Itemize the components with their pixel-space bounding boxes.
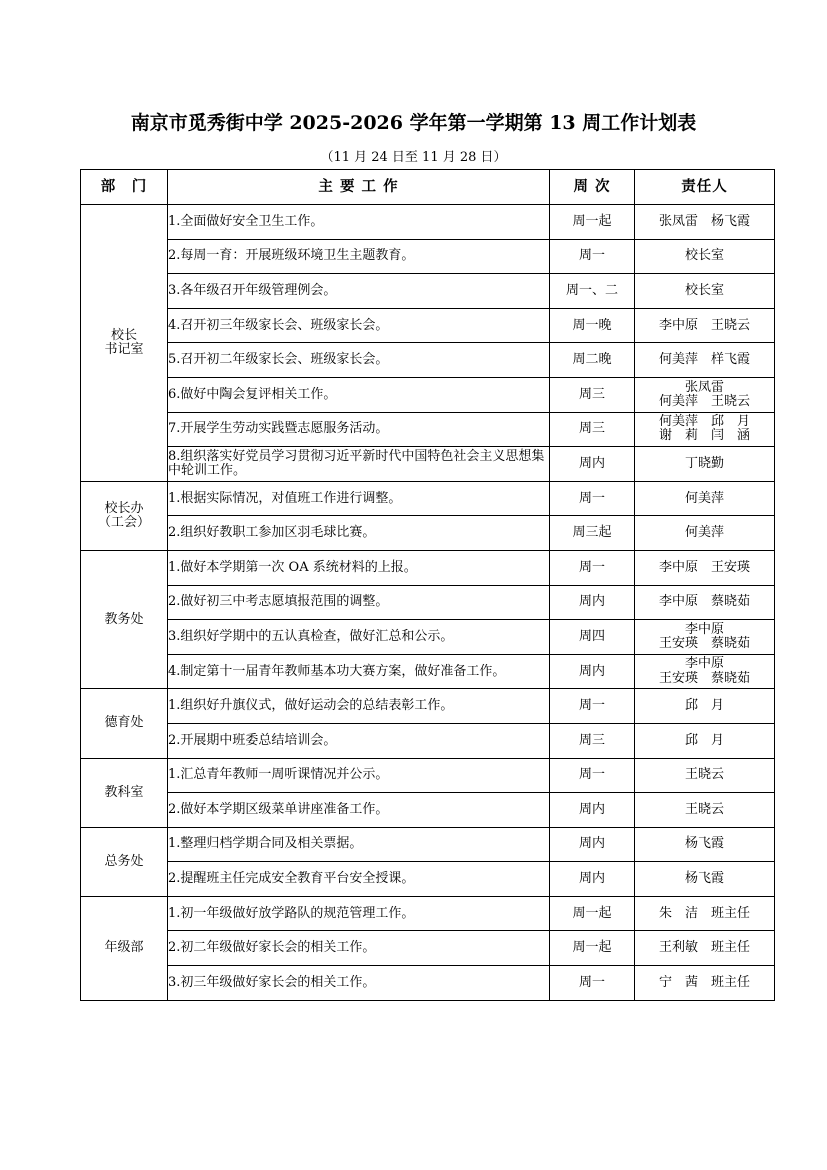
responsible-name: 王利敏 班主任 (658, 940, 750, 956)
week-cell: 周一 (550, 689, 635, 724)
task-cell: 2.开展期中班委总结培训会。 (168, 723, 550, 758)
week-cell: 周内 (550, 654, 635, 689)
responsible-name: 李中原 蔡晓茹 (658, 594, 750, 610)
responsible-cell (635, 620, 775, 655)
task-cell: 1.组织好升旗仪式，做好运动会的总结表彰工作。 (168, 689, 550, 724)
task-cell: 4.召开初三年级家长会、班级家长会。 (168, 308, 550, 343)
task-cell: 8.组织落实好党员学习贯彻习近平新时代中国特色社会主义思想集中轮训工作。 (168, 447, 550, 482)
header-task: 主 要 工 作 (168, 170, 550, 205)
responsible-cell (635, 308, 775, 343)
week-cell: 周三 (550, 412, 635, 447)
task-cell: 2.初二年级做好家长会的相关工作。 (168, 931, 550, 966)
week-cell: 周一起 (550, 205, 635, 240)
department-name-line: 总务处 (104, 853, 144, 869)
responsible-name: 何美萍 邱 月 (658, 414, 750, 430)
week-cell: 周一 (550, 550, 635, 585)
department-name-line: （工会） (97, 514, 150, 530)
responsible-name: 何美萍 样飞霞 (658, 352, 750, 368)
table-row (81, 377, 775, 412)
responsible-name: 李中原 王晓云 (658, 317, 750, 333)
responsible-cell (635, 723, 775, 758)
week-cell: 周一 (550, 239, 635, 274)
table-row (81, 343, 775, 378)
week-cell: 周内 (550, 827, 635, 862)
table-row (81, 689, 775, 724)
department-name-line: 教科室 (104, 784, 144, 800)
week-cell: 周一晚 (550, 308, 635, 343)
table-row (81, 723, 775, 758)
responsible-name: 王安瑛 蔡晓茹 (658, 670, 750, 686)
responsible-name: 何美萍 (684, 490, 724, 506)
responsible-name: 王晓云 (684, 801, 724, 817)
week-cell: 周三 (550, 723, 635, 758)
table-row (81, 239, 775, 274)
task-cell: 1.初一年级做好放学路队的规范管理工作。 (168, 896, 550, 931)
table-row (81, 862, 775, 897)
responsible-name: 王晓云 (684, 767, 724, 783)
department-name-line: 德育处 (104, 715, 144, 731)
table-row (81, 793, 775, 828)
responsible-cell (635, 239, 775, 274)
task-cell: 1.整理归档学期合同及相关票据。 (168, 827, 550, 862)
department-cell (81, 550, 168, 688)
responsible-name: 王安瑛 蔡晓茹 (658, 635, 750, 651)
department-cell (81, 758, 168, 827)
week-cell: 周一 (550, 758, 635, 793)
table-row (81, 654, 775, 689)
table-row (81, 931, 775, 966)
responsible-cell (635, 274, 775, 309)
task-cell: 3.初三年级做好家长会的相关工作。 (168, 966, 550, 1001)
table-row (81, 205, 775, 240)
task-cell: 3.组织好学期中的五认真检查，做好汇总和公示。 (168, 620, 550, 655)
week-cell: 周内 (550, 862, 635, 897)
table-row (81, 274, 775, 309)
week-cell: 周三起 (550, 516, 635, 551)
week-cell: 周二晚 (550, 343, 635, 378)
header-row (81, 170, 775, 205)
department-name-line: 教务处 (104, 611, 144, 627)
responsible-name: 何美萍 王晓云 (658, 393, 750, 409)
task-cell: 2.做好本学期区级菜单讲座准备工作。 (168, 793, 550, 828)
responsible-name: 李中原 (684, 656, 724, 672)
task-cell: 2.每周一育：开展班级环境卫生主题教育。 (168, 239, 550, 274)
task-cell: 7.开展学生劳动实践暨志愿服务活动。 (168, 412, 550, 447)
responsible-cell (635, 862, 775, 897)
table-row (81, 516, 775, 551)
task-cell: 2.组织好教职工参加区羽毛球比赛。 (168, 516, 550, 551)
table-row (81, 447, 775, 482)
responsible-cell (635, 793, 775, 828)
task-cell: 1.根据实际情况，对值班工作进行调整。 (168, 481, 550, 516)
task-cell: 6.做好中陶会复评相关工作。 (168, 377, 550, 412)
responsible-cell (635, 550, 775, 585)
table-body (81, 205, 775, 1001)
task-cell: 1.汇总青年教师一周听课情况并公示。 (168, 758, 550, 793)
table-row (81, 308, 775, 343)
task-cell: 5.召开初二年级家长会、班级家长会。 (168, 343, 550, 378)
responsible-name: 校长室 (684, 248, 724, 264)
responsible-cell (635, 205, 775, 240)
page-title: 南京市觅秀街中学 2025-2026 学年第一学期第 13 周工作计划表 (130, 112, 697, 134)
table-row (81, 827, 775, 862)
department-name-line: 校长办 (104, 500, 144, 516)
department-cell (81, 827, 168, 896)
responsible-cell (635, 758, 775, 793)
responsible-name: 宁 茜 班主任 (658, 974, 750, 990)
responsible-name: 谢 莉 闫 涵 (658, 428, 750, 444)
week-cell: 周一、二 (550, 274, 635, 309)
responsible-cell (635, 481, 775, 516)
responsible-name: 丁晓勤 (684, 455, 724, 471)
responsible-name: 杨飞霞 (684, 836, 724, 852)
responsible-name: 邱 月 (684, 698, 724, 714)
week-cell: 周一起 (550, 931, 635, 966)
task-cell: 1.做好本学期第一次 OA 系统材料的上报。 (168, 550, 550, 585)
responsible-name: 李中原 (684, 621, 724, 637)
table-row (81, 412, 775, 447)
week-cell: 周内 (550, 585, 635, 620)
responsible-cell (635, 931, 775, 966)
responsible-name: 何美萍 (684, 525, 724, 541)
department-cell (81, 896, 168, 1000)
table-row (81, 620, 775, 655)
department-cell (81, 481, 168, 550)
table-row (81, 758, 775, 793)
responsible-name: 杨飞霞 (684, 871, 724, 887)
responsible-cell (635, 966, 775, 1001)
week-cell: 周一 (550, 966, 635, 1001)
task-cell: 2.做好初三中考志愿填报范围的调整。 (168, 585, 550, 620)
table-row (81, 896, 775, 931)
task-cell: 4.制定第十一届青年教师基本功大赛方案，做好准备工作。 (168, 654, 550, 689)
week-cell: 周一 (550, 481, 635, 516)
department-name-line: 年级部 (104, 940, 144, 956)
responsible-cell (635, 343, 775, 378)
task-cell: 3.各年级召开年级管理例会。 (168, 274, 550, 309)
table-row (81, 550, 775, 585)
responsible-cell (635, 896, 775, 931)
date-range: （11 月 24 日至 11 月 28 日） (320, 150, 507, 165)
header-week: 周 次 (550, 170, 635, 205)
responsible-cell (635, 689, 775, 724)
table-row (81, 585, 775, 620)
responsible-cell (635, 827, 775, 862)
responsible-name: 张凤雷 (684, 379, 724, 395)
week-cell: 周内 (550, 447, 635, 482)
table-row (81, 966, 775, 1001)
responsible-cell (635, 516, 775, 551)
week-cell: 周四 (550, 620, 635, 655)
week-cell: 周内 (550, 793, 635, 828)
responsible-cell (635, 377, 775, 412)
table-row (81, 481, 775, 516)
responsible-cell (635, 585, 775, 620)
department-name-line: 校长 (110, 327, 137, 343)
week-cell: 周一起 (550, 896, 635, 931)
responsible-name: 校长室 (684, 282, 724, 298)
responsible-cell (635, 447, 775, 482)
responsible-name: 朱 洁 班主任 (658, 905, 750, 921)
responsible-name: 张凤雷 杨飞霞 (658, 213, 750, 229)
department-cell (81, 205, 168, 482)
task-cell: 2.提醒班主任完成安全教育平台安全授课。 (168, 862, 550, 897)
header-dept: 部 门 (81, 170, 168, 205)
responsible-name: 李中原 王安瑛 (658, 559, 750, 575)
department-cell (81, 689, 168, 758)
work-plan-table (80, 169, 775, 1001)
responsible-cell (635, 412, 775, 447)
department-name-line: 书记室 (104, 341, 144, 357)
header-resp: 责任人 (635, 170, 775, 205)
week-cell: 周三 (550, 377, 635, 412)
responsible-cell (635, 654, 775, 689)
task-cell: 1.全面做好安全卫生工作。 (168, 205, 550, 240)
responsible-name: 邱 月 (684, 732, 724, 748)
